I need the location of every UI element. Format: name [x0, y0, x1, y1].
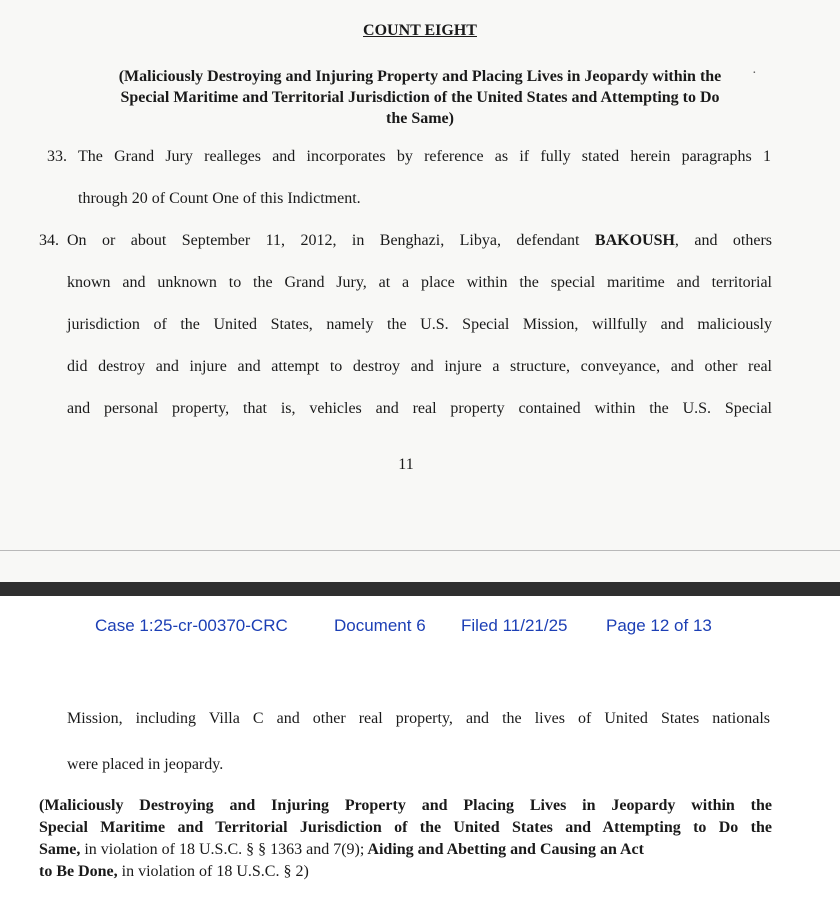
para-34-line: jurisdiction of the United States, namely the U.S. Special Mission, willfully and maliciously [67, 316, 772, 333]
page-edge-line [0, 550, 840, 551]
para-33-number: 33. [47, 148, 67, 165]
page-number: 11 [398, 456, 414, 473]
subheading-line: Special Maritime and Territorial Jurisdiction of the United States and Attempting to Do [120, 89, 720, 106]
para-34-continued-line: were placed in jeopardy. [67, 756, 224, 773]
subheading-line: (Maliciously Destroying and Injuring Property and Placing Lives in Jeopardy within the [118, 68, 722, 85]
subheading-line: the Same) [386, 110, 454, 127]
para-34-line: and personal property, that is, vehicles and real property contained within the U.S. Special [67, 400, 772, 417]
count-title: COUNT EIGHT [363, 22, 477, 39]
summary-line: (Maliciously Destroying and Injuring Property and Placing Lives in Jeopardy within the [39, 797, 772, 814]
summary-line: Same, in violation of 18 U.S.C. § § 1363 and 7(9); Aiding and Abetting and Causing an Act [39, 841, 644, 858]
page-indicator: Page 12 of 13 [606, 616, 712, 635]
document-number: Document 6 [334, 616, 426, 635]
para-34-continued-line: Mission, including Villa C and other real property, and the lives of United States nationals [67, 710, 770, 727]
para-34-number: 34. [39, 232, 59, 249]
summary-line: to Be Done, in violation of 18 U.S.C. § 2) [39, 863, 309, 880]
scan-mark: · [752, 66, 757, 81]
summary-line: Special Maritime and Territorial Jurisdiction of the United States and Attempting to Do the [39, 819, 772, 836]
para-34-line: On or about September 11, 2012, in Benghazi, Libya, defendant BAKOUSH, and others [67, 232, 772, 249]
page-divider [0, 582, 840, 596]
filed-date: Filed 11/21/25 [461, 616, 568, 635]
case-number: Case 1:25-cr-00370-CRC [95, 616, 288, 635]
para-33-line: The Grand Jury realleges and incorporates by reference as if fully stated herein paragraphs 1 [78, 148, 771, 165]
para-33-line: through 20 of Count One of this Indictment. [78, 190, 361, 207]
count-subheading [40, 66, 800, 129]
para-34-line: known and unknown to the Grand Jury, at a place within the special maritime and territorial [67, 274, 772, 291]
para-34-line: did destroy and injure and attempt to destroy and injure a structure, conveyance, and other real [67, 358, 772, 375]
